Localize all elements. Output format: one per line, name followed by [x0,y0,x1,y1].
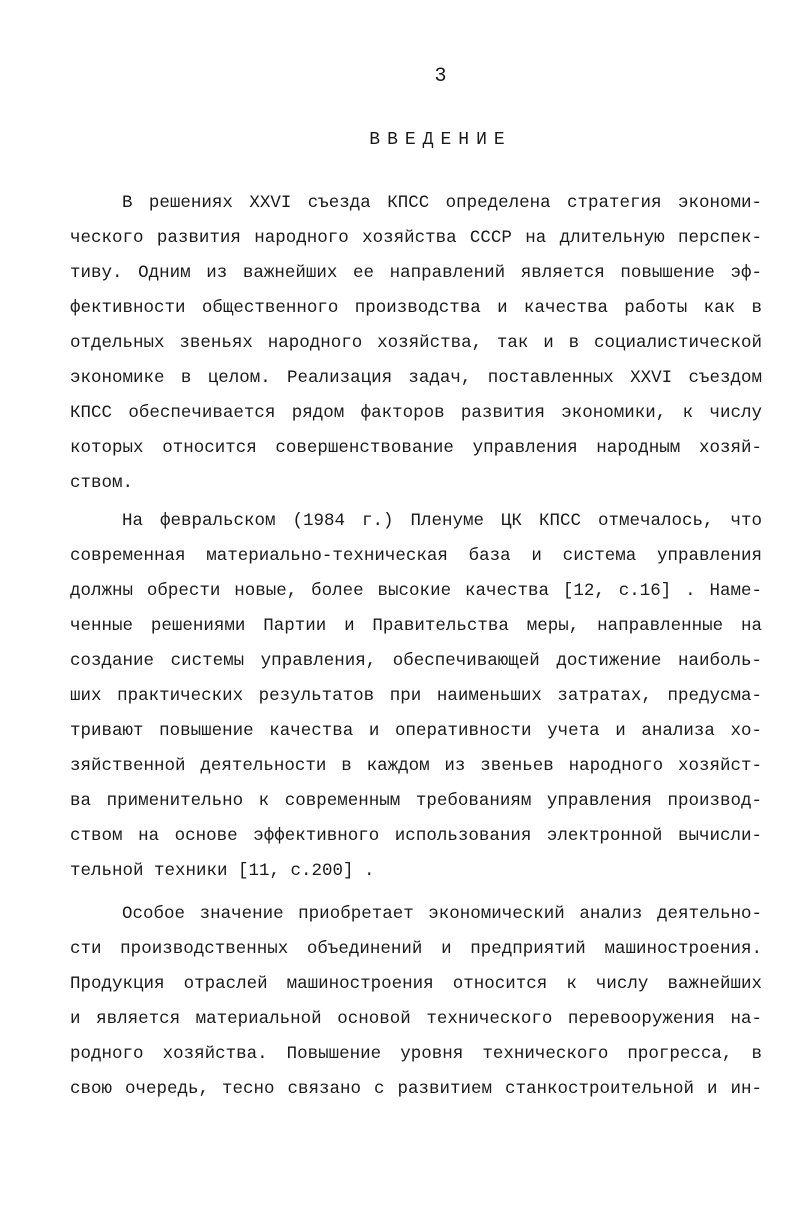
text-line: зяйственной деятельности в каждом из звеньев народного хозяйст- [70,756,762,776]
text-line: сти производственных объединений и предприятий машиностроения. [70,939,762,959]
text-line: ших практических результатов при наименьших затратах, предусма- [70,686,762,706]
text-line: ством. [70,473,134,493]
text-line: и является материальной основой технического перевооружения на- [70,1009,762,1029]
text-line: которых относится совершенствование управления народным хозяй- [70,438,762,458]
text-line: ченные решениями Партии и Правительства меры, направленные на [70,616,762,636]
text-line: На февральском (1984 г.) Пленуме ЦК КПСС отмечалось, что [122,511,762,531]
text-line: свою очередь, тесно связано с развитием станкостроительной и ин- [70,1079,762,1099]
text-line: современная материально-техническая база и система управления [70,546,762,566]
text-line: КПСС обеспечивается рядом факторов развития экономики, к числу [70,403,762,423]
text-line: Продукция отраслей машиностроения относится к числу важнейших [70,974,762,994]
text-line: создание системы управления, обеспечивающей достижение наиболь- [70,651,762,671]
section-title: ВВЕДЕНИЕ [369,130,512,150]
text-line: экономике в целом. Реализация задач, поставленных XXVI съездом [70,368,762,388]
text-line: тиву. Одним из важнейших ее направлений является повышение эф- [70,263,762,283]
text-line: тривают повышение качества и оперативности учета и анализа хо- [70,721,762,741]
text-line: ческого развития народного хозяйства СССР на длительную перспек- [70,228,762,248]
page-number: 3 [434,65,447,88]
text-line: тельной техники [11, с.200] . [70,861,375,881]
text-line: должны обрести новые, более высокие качества [12, с.16] . Наме- [70,581,762,601]
text-line: отдельных звеньях народного хозяйства, так и в социалистической [70,333,762,353]
text-line: фективности общественного производства и качества работы как в [70,298,762,318]
text-line: ва применительно к современным требованиям управления производ- [70,791,762,811]
text-line: Особое значение приобретает экономический анализ деятельно- [122,904,762,924]
text-line: родного хозяйства. Повышение уровня технического прогресса, в [70,1044,762,1064]
text-line: ством на основе эффективного использования электронной вычисли- [70,826,762,846]
text-line: В решениях XXVI съезда КПСС определена стратегия экономи- [122,193,762,213]
